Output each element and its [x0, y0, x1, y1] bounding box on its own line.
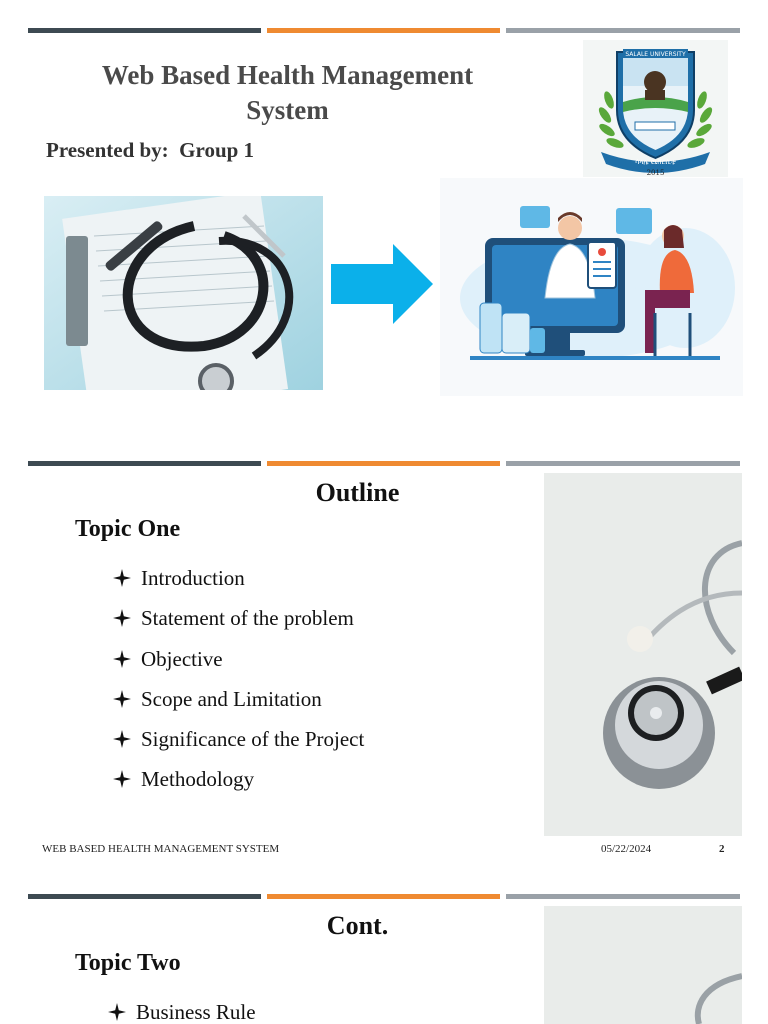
list-item-text: Introduction: [141, 566, 245, 590]
university-seal-icon: [583, 40, 728, 177]
slide-title: Cont.: [326, 911, 389, 940]
dark-bar: [28, 461, 261, 466]
list-item: [113, 687, 364, 727]
svg-text:2015: 2015: [646, 169, 665, 177]
orange-bar: [267, 461, 500, 466]
outline-list: [113, 566, 364, 808]
slide-title: Outline: [315, 478, 400, 507]
list-item-text: Objective: [141, 646, 223, 671]
dark-bar: [28, 28, 261, 33]
four-point-star-bullet-icon: [108, 1000, 136, 1021]
top-color-bars: [28, 894, 740, 899]
outline-slide: [0, 440, 768, 880]
university-logo: [583, 40, 728, 177]
four-point-star-bullet-icon: [113, 767, 141, 788]
four-point-star-bullet-icon: [113, 566, 141, 587]
svg-text:SALALE UNIVERSITY: SALALE UNIVERSITY: [625, 51, 686, 58]
orange-bar: [267, 28, 500, 33]
stethoscope-side-photo: [544, 473, 742, 836]
right-arrow-icon: [331, 244, 433, 324]
gray-bar: [506, 28, 740, 33]
telemedicine-illustration: [440, 178, 743, 396]
topic-heading: Topic Two: [75, 950, 181, 976]
presented-by-text: Presented by: Group 1: [46, 138, 255, 162]
list-item: [113, 566, 364, 606]
four-point-star-bullet-icon: [113, 647, 141, 668]
list-item: [113, 767, 364, 807]
presentation-title: Web Based Health Management System: [101, 60, 474, 125]
list-item: [113, 647, 364, 687]
list-item-text: Significance of the Project: [141, 727, 365, 752]
top-color-bars: [28, 461, 740, 466]
title-slide: [0, 0, 768, 430]
svg-text:ሳላሌ ዩኒቨርሲቲ: ሳላሌ ዩኒቨርሲቲ: [635, 158, 676, 166]
list-item-text: Statement of the problem: [141, 606, 354, 631]
stethoscope-side-photo: [544, 906, 742, 1024]
gray-bar: [506, 461, 740, 466]
list-item: [113, 727, 364, 767]
four-point-star-bullet-icon: [113, 727, 141, 748]
continuation-slide: [0, 890, 768, 1024]
top-color-bars: [28, 28, 740, 33]
list-item: [113, 606, 364, 646]
footer-date: 05/22/2024: [601, 843, 652, 855]
list-item-text: Methodology: [141, 767, 255, 792]
outline-list: [108, 1000, 256, 1024]
topic-heading: Topic One: [75, 516, 181, 542]
four-point-star-bullet-icon: [113, 687, 141, 708]
four-point-star-bullet-icon: [113, 606, 141, 627]
page-number: 2: [719, 843, 725, 855]
list-item-text: Scope and Limitation: [141, 686, 322, 711]
gray-bar: [506, 894, 740, 899]
orange-bar: [267, 894, 500, 899]
footer-title: WEB BASED HEALTH MANAGEMENT SYSTEM: [42, 843, 280, 855]
stethoscope-photo: [44, 196, 323, 390]
dark-bar: [28, 894, 261, 899]
list-item-text: Business Rule: [136, 1000, 256, 1024]
list-item: [108, 1000, 256, 1024]
